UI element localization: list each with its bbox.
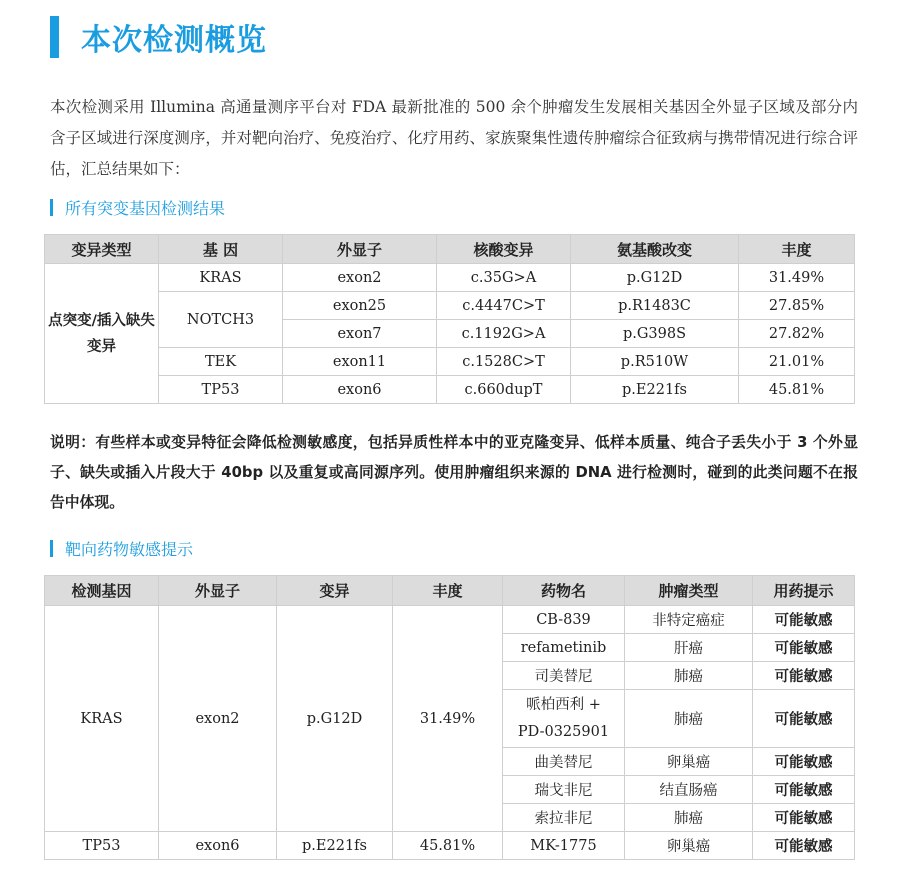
nucleotide-cell: c.4447C>T (437, 292, 571, 320)
table-row (45, 348, 855, 376)
variant-type-text: 点突变/插入缺失变异 (48, 312, 155, 355)
page-title (50, 14, 267, 60)
exon-cell: exon2 (159, 606, 277, 832)
variant-type-cell (45, 264, 159, 404)
drug-hint-cell: 可能敏感 (753, 662, 855, 690)
table-row (45, 264, 855, 292)
tumor-type-cell: 结直肠癌 (625, 776, 753, 804)
section-drug-title-text: 靶向药物敏感提示 (65, 540, 194, 559)
nucleotide-cell: c.660dupT (437, 376, 571, 404)
drug-name-cell (503, 690, 625, 748)
amino-acid-cell: p.G12D (571, 264, 739, 292)
exon-cell: exon25 (283, 292, 437, 320)
section-drug-title (50, 537, 193, 560)
gene-cell: TP53 (159, 376, 283, 404)
table-row (45, 292, 855, 320)
section-mutations-title-text: 所有突变基因检测结果 (65, 199, 226, 218)
exon-cell: exon6 (159, 832, 277, 860)
drug-name-cell: 瑞戈非尼 (503, 776, 625, 804)
abundance-cell: 45.81% (739, 376, 855, 404)
tumor-type-cell: 肝癌 (625, 634, 753, 662)
exon-cell: exon7 (283, 320, 437, 348)
header-exon: 外显子 (283, 235, 437, 264)
header-drug-name: 药物名 (503, 576, 625, 606)
header-abundance: 丰度 (393, 576, 503, 606)
tumor-type-cell: 肺癌 (625, 804, 753, 832)
title-accent-bar (50, 16, 59, 58)
table-row (45, 832, 855, 860)
drug-hint-cell: 可能敏感 (753, 634, 855, 662)
table-row (45, 606, 855, 634)
section-accent-bar (50, 199, 53, 216)
drug-hint-cell: 可能敏感 (753, 748, 855, 776)
exon-cell: exon6 (283, 376, 437, 404)
drug-name-line: PD-0325901 (517, 723, 610, 740)
drug-name-cell: 曲美替尼 (503, 748, 625, 776)
drug-hint-cell: 可能敏感 (753, 832, 855, 860)
abundance-cell: 21.01% (739, 348, 855, 376)
amino-acid-cell: p.R1483C (571, 292, 739, 320)
tumor-type-cell: 非特定癌症 (625, 606, 753, 634)
drug-hint-cell: 可能敏感 (753, 606, 855, 634)
drug-name-cell: CB-839 (503, 606, 625, 634)
exon-cell: exon2 (283, 264, 437, 292)
intro-paragraph: 本次检测采用 Illumina 高通量测序平台对 FDA 最新批准的 500 余个肿瘤发生发展相关基因全外显子区域及部分内含子区域进行深度测序，并对靶向治疗、免疫治疗、化疗用药、家族聚集性遗传肿瘤综合征致病与携带情况进行综合评估，汇总结果如下： (50, 98, 858, 178)
nucleotide-cell: c.35G>A (437, 264, 571, 292)
section-mutations-title (50, 196, 225, 219)
header-exon: 外显子 (159, 576, 277, 606)
header-variant: 变异 (277, 576, 393, 606)
abundance-cell: 31.49% (739, 264, 855, 292)
drug-table (44, 575, 855, 860)
drug-name-line: 哌柏西利 + (526, 696, 601, 713)
gene-cell: TEK (159, 348, 283, 376)
gene-cell: KRAS (45, 606, 159, 832)
abundance-cell: 31.49% (393, 606, 503, 832)
amino-acid-cell: p.E221fs (571, 376, 739, 404)
gene-cell: KRAS (159, 264, 283, 292)
abundance-cell: 27.85% (739, 292, 855, 320)
header-amino-acid: 氨基酸改变 (571, 235, 739, 264)
header-drug-hint: 用药提示 (753, 576, 855, 606)
nucleotide-cell: c.1528C>T (437, 348, 571, 376)
mutation-table (44, 234, 855, 404)
drug-hint-cell: 可能敏感 (753, 690, 855, 748)
header-test-gene: 检测基因 (45, 576, 159, 606)
drug-name-cell: MK-1775 (503, 832, 625, 860)
page-title-text: 本次检测概览 (81, 23, 267, 58)
mutation-table-header (45, 235, 855, 264)
gene-cell: NOTCH3 (159, 292, 283, 348)
tumor-type-cell: 肺癌 (625, 690, 753, 748)
header-gene: 基 因 (159, 235, 283, 264)
header-tumor-type: 肿瘤类型 (625, 576, 753, 606)
note-paragraph: 说明：有些样本或变异特征会降低检测敏感度，包括异质性样本中的亚克隆变异、低样本质量、纯合子丢失小于 3 个外显子、缺失或插入片段大于 40bp 以及重复或高同源序列。使用肿瘤组织来源的 DNA 进行检测时，碰到的此类问题不在报告中体现。 (50, 434, 858, 511)
drug-name-cell: 索拉非尼 (503, 804, 625, 832)
section-accent-bar (50, 540, 53, 557)
variant-cell: p.E221fs (277, 832, 393, 860)
abundance-cell: 45.81% (393, 832, 503, 860)
amino-acid-cell: p.G398S (571, 320, 739, 348)
tumor-type-cell: 肺癌 (625, 662, 753, 690)
header-abundance: 丰度 (739, 235, 855, 264)
amino-acid-cell: p.R510W (571, 348, 739, 376)
drug-hint-cell: 可能敏感 (753, 804, 855, 832)
drug-table-header (45, 576, 855, 606)
exon-cell: exon11 (283, 348, 437, 376)
table-row (45, 376, 855, 404)
drug-name-cell: refametinib (503, 634, 625, 662)
tumor-type-cell: 卵巢癌 (625, 748, 753, 776)
nucleotide-cell: c.1192G>A (437, 320, 571, 348)
drug-name-cell: 司美替尼 (503, 662, 625, 690)
abundance-cell: 27.82% (739, 320, 855, 348)
variant-cell: p.G12D (277, 606, 393, 832)
header-variant-type: 变异类型 (45, 235, 159, 264)
gene-cell: TP53 (45, 832, 159, 860)
tumor-type-cell: 卵巢癌 (625, 832, 753, 860)
header-nucleotide: 核酸变异 (437, 235, 571, 264)
drug-hint-cell: 可能敏感 (753, 776, 855, 804)
